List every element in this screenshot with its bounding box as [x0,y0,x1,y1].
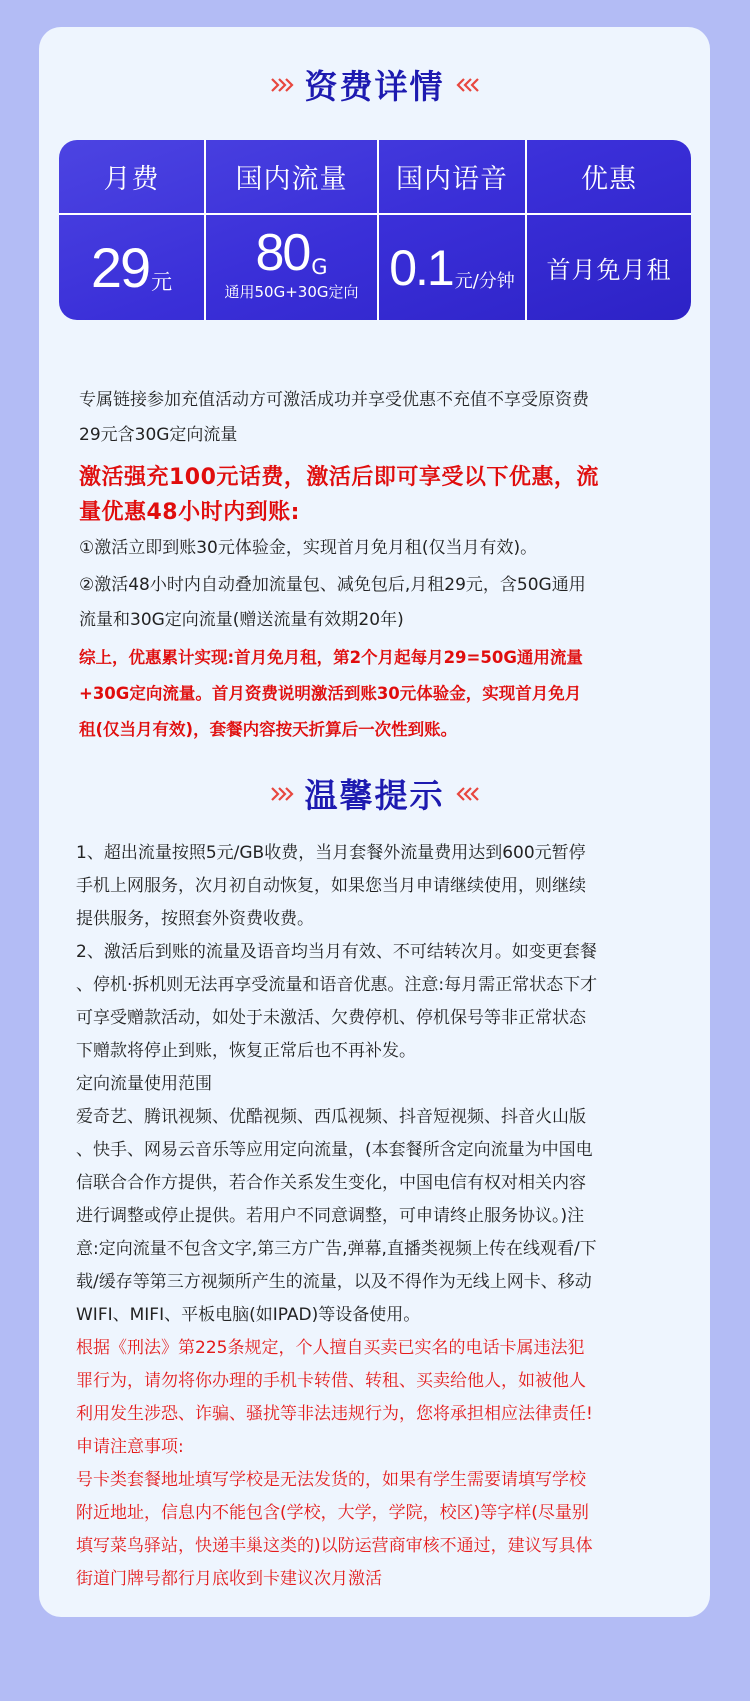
voice-cell [379,215,527,320]
benefit-item: ②激活48小时内自动叠加流量包、减免包后,月租29元，含50G通用 [79,575,586,595]
tip-line: 2、激活后到账的流量及语音均当月有效、不可结转次月。如变更套餐 [76,942,597,962]
tip-line: 提供服务，按照套外资费收费。 [76,909,314,929]
tip-line: 定向流量使用范围 [76,1074,212,1094]
tip-line: WIFI、MIFI、平板电脑(如IPAD)等设备使用。 [76,1305,421,1325]
benefit-item: ①激活立即到账30元体验金，实现首月免月租(仅当月有效)。 [79,538,538,558]
double-chevron-right-icon [271,78,297,92]
tip-line: 附近地址，信息内不能包含(学校，大学，学院，校区)等字样(尽量别 [76,1503,589,1523]
tip-line: 根据《刑法》第225条规定，个人擅自买卖已实名的电话卡属违法犯 [76,1338,585,1358]
intro-line: 专属链接参加充值活动方可激活成功并享受优惠不充值不享受原资费 [79,390,589,410]
tip-line: 填写菜鸟驿站，快递丰巢这类的)以防运营商审核不通过，建议写具体 [76,1536,593,1556]
benefit-item: 流量和30G定向流量(赠送流量有效期20年) [79,610,404,630]
header-monthly-fee: 月费 [59,140,206,213]
header-domestic-voice: 国内语音 [379,140,527,213]
tip-line: 号卡类套餐地址填写学校是无法发货的，如果有学生需要请填写学校 [76,1470,586,1490]
tariff-table [59,140,691,320]
tip-line: 载/缓存等第三方视频所产生的流量，以及不得作为无线上网卡、移动 [76,1272,592,1292]
summary-line: +30G定向流量。首月资费说明激活到账30元体验金，实现首月免月 [79,684,582,703]
intro-line: 29元含30G定向流量 [79,425,238,445]
section-title-tariff [39,61,710,108]
tip-line: 申请注意事项: [76,1437,184,1457]
tip-line: 罪行为，请勿将你办理的手机卡转借、转租、买卖给他人，如被他人 [76,1371,586,1391]
tip-line: 1、超出流量按照5元/GB收费，当月套餐外流量费用达到600元暂停 [76,843,586,863]
double-chevron-right-icon [271,787,297,801]
voice-unit: 元/分钟 [454,270,515,292]
tip-line: 进行调整或停止提供。若用户不同意调整，可申请终止服务协议。)注 [76,1206,585,1226]
offer-cell [527,215,691,320]
tariff-table-header-row [59,140,691,215]
tip-line: 爱奇艺、腾讯视频、优酷视频、西瓜视频、抖音短视频、抖音火山版 [76,1107,586,1127]
double-chevron-left-icon [453,78,479,92]
tip-line: 意:定向流量不包含文字,第三方广告,弹幕,直播类视频上传在线观看/下 [76,1239,597,1259]
summary-line: 租(仅当月有效)，套餐内容按天折算后一次性到账。 [79,720,458,739]
monthly-fee-unit: 元 [151,269,173,294]
data-note: 通用50G+30G定向 [224,283,359,301]
tip-line: 信联合合作方提供，若合作关系发生变化，中国电信有权对相关内容 [76,1173,586,1193]
monthly-fee-value: 29 [90,235,150,299]
section-title-tips [39,770,710,817]
data-unit: G [311,255,328,279]
tariff-card [39,27,710,1617]
summary-line: 综上，优惠累计实现:首月免月租，第2个月起每月29=50G通用流量 [79,648,583,667]
data-cell [206,215,379,320]
tip-line: 手机上网服务，次月初自动恢复，如果您当月申请继续使用，则继续 [76,876,586,896]
section-title-text: 温馨提示 [304,776,445,815]
header-domestic-data: 国内流量 [206,140,379,213]
double-chevron-left-icon [453,787,479,801]
tariff-table-value-row [59,215,691,320]
tip-line: 街道门牌号都行月底收到卡建议次月激活 [76,1569,382,1589]
activation-heading-line: 量优惠48小时内到账: [79,500,300,525]
voice-value: 0.1 [389,239,453,296]
tip-line: 利用发生涉恐、诈骗、骚扰等非法违规行为，您将承担相应法律责任! [76,1404,593,1424]
data-value: 80 [255,224,310,282]
tip-line: 、快手、网易云音乐等应用定向流量，(本套餐所含定向流量为中国电 [76,1140,593,1160]
tip-line: 可享受赠款活动，如处于未激活、欠费停机、停机保号等非正常状态 [76,1008,586,1028]
offer-value: 首月免月租 [546,256,672,284]
activation-heading-line: 激活强充100元话费，激活后即可享受以下优惠，流 [79,465,599,490]
section-title-text: 资费详情 [304,67,445,106]
tip-line: 、停机·拆机则无法再享受流量和语音优惠。注意:每月需正常状态下才 [76,975,598,995]
tip-line: 下赠款将停止到账，恢复正常后也不再补发。 [76,1041,416,1061]
header-offer: 优惠 [581,164,637,195]
monthly-fee-cell [59,215,206,320]
